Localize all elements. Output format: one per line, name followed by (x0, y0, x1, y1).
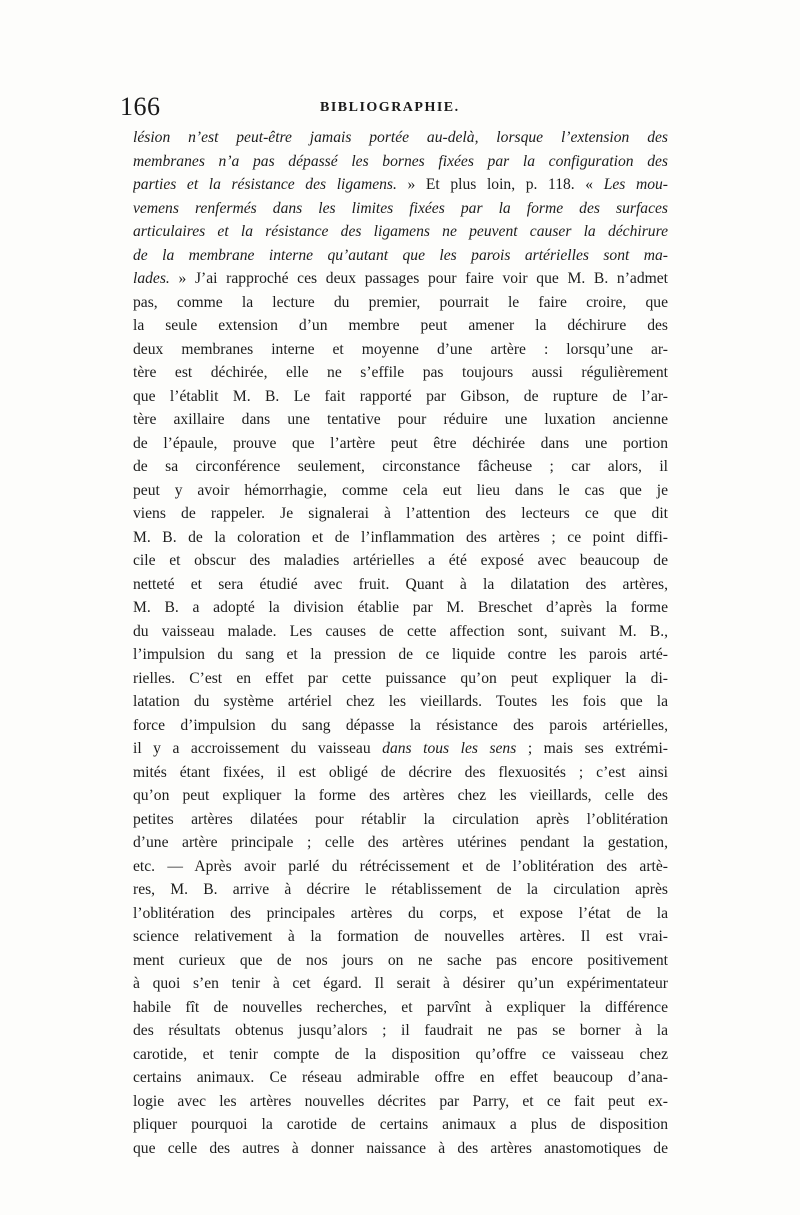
text-line (133, 573, 668, 597)
roman-run: qu’on peut expliquer la forme des artères chez les vieillards, celle des (133, 787, 668, 804)
roman-run: tère est déchirée, elle ne s’effile pas toujours aussi régulièrement (133, 364, 668, 381)
text-line (133, 361, 668, 385)
text-line (133, 761, 668, 785)
text-line (133, 808, 668, 832)
page-number: 166 (120, 92, 161, 121)
text-line (133, 479, 668, 503)
roman-run: M. B. a adopté la division établie par M. Breschet d’après la forme (133, 599, 668, 616)
running-head: BIBLIOGRAPHIE. (320, 100, 460, 115)
text-line (133, 502, 668, 526)
roman-run: M. B. de la coloration et de l’inflammation des artères ; ce point diffi- (133, 528, 668, 546)
roman-run: de sa circonférence seulement, circonstance fâcheuse ; car alors, il (133, 458, 668, 475)
text-line (133, 667, 668, 691)
roman-run: certains animaux. Ce réseau admirable offre en effet beaucoup d’ana- (133, 1069, 668, 1086)
roman-run: pliquer pourquoi la carotide de certains animaux a plus de disposition (133, 1116, 668, 1133)
text-line (133, 267, 668, 291)
page-header (120, 92, 680, 122)
text-line (133, 855, 668, 879)
roman-run: que l’établit M. B. Le fait rapporté par Gibson, de rupture de l’ar- (133, 387, 668, 405)
text-line (133, 996, 668, 1020)
italic-run: membranes n’a pas dépassé les bornes fixées par la configuration des (133, 152, 668, 170)
roman-run: » Et plus loin, p. 118. « (396, 176, 604, 193)
roman-run: rielles. C’est en effet par cette puissance qu’on peut expliquer la di- (133, 669, 668, 687)
text-line (133, 1019, 668, 1043)
text-line (133, 714, 668, 738)
roman-run: etc. — Après avoir parlé du rétrécissement et de l’oblitération des artè- (133, 857, 668, 875)
roman-run: cile et obscur des maladies artérielles a été exposé avec beaucoup de (133, 552, 668, 569)
text-line (133, 150, 668, 174)
text-line (133, 291, 668, 315)
roman-run: deux membranes interne et moyenne d’une artère : lorsqu’une ar- (133, 340, 668, 358)
text-line (133, 1113, 668, 1137)
text-line (133, 1090, 668, 1114)
text-line (133, 220, 668, 244)
roman-run: viens de rappeler. Je signalerai à l’attention des lecteurs ce que dit (133, 505, 668, 522)
text-line (133, 972, 668, 996)
roman-run: que celle des autres à donner naissance à des artères anastomotiques de (133, 1139, 668, 1157)
text-line (133, 643, 668, 667)
roman-run: ment curieux que de nos jours on ne sache pas encore positivement (133, 951, 668, 969)
text-line (133, 197, 668, 221)
roman-run: d’une artère principale ; celle des artères utérines pendant la gestation, (133, 834, 668, 851)
text-line (133, 831, 668, 855)
roman-run: latation du système artériel chez les vieillards. Toutes les fois que la (133, 693, 668, 710)
italic-run: lésion n’est peut-être jamais portée au-delà, lorsque l’extension des (133, 129, 668, 146)
text-line (133, 126, 668, 150)
text-line (133, 385, 668, 409)
text-line (133, 408, 668, 432)
roman-run: mités étant fixées, il est obligé de décrire des flexuosités ; c’est ainsi (133, 763, 668, 781)
text-line (133, 737, 668, 761)
italic-run: de la membrane interne qu’autant que les parois artérielles sont ma- (133, 246, 668, 264)
text-line (133, 1137, 668, 1161)
italic-run: Les mou- (603, 176, 668, 193)
roman-run: petites artères dilatées pour rétablir la circulation après l’oblitération (133, 810, 668, 828)
roman-run: il y a accroissement du vaisseau (133, 740, 383, 757)
text-line (133, 432, 668, 456)
text-line (133, 173, 668, 197)
roman-run: logie avec les artères nouvelles décrites par Parry, et ce fait peut ex- (133, 1092, 668, 1110)
text-line (133, 1043, 668, 1067)
text-line (133, 244, 668, 268)
text-line (133, 455, 668, 479)
text-line (133, 549, 668, 573)
roman-run: l’oblitération des principales artères du corps, et expose l’état de la (133, 904, 668, 922)
roman-run: à quoi s’en tenir à cet égard. Il serait à désirer qu’un expérimentateur (133, 975, 668, 992)
roman-run: de l’épaule, prouve que l’artère peut être déchirée dans une portion (133, 434, 668, 452)
italic-run: vemens renfermés dans les limites fixées par la forme des surfaces (133, 199, 668, 217)
text-line (133, 690, 668, 714)
roman-run: la seule extension d’un membre peut amener la déchirure des (133, 317, 668, 334)
roman-run: peut y avoir hémorrhagie, comme cela eut lieu dans le cas que je (133, 481, 668, 499)
text-line (133, 902, 668, 926)
text-line (133, 925, 668, 949)
text-line (133, 526, 668, 550)
text-line (133, 620, 668, 644)
roman-run: ; mais ses extrémi- (516, 740, 668, 757)
text-line (133, 338, 668, 362)
roman-run: tère axillaire dans une tentative pour réduire une luxation ancienne (133, 411, 668, 428)
italic-run: dans tous les sens (382, 740, 517, 757)
text-line (133, 784, 668, 808)
roman-run: du vaisseau malade. Les causes de cette affection sont, suivant M. B., (133, 622, 668, 640)
roman-run: » J’ai rapproché ces deux passages pour faire voir que M. B. n’admet (169, 270, 668, 287)
text-line (133, 314, 668, 338)
body-text (133, 126, 668, 1160)
roman-run: science relativement à la formation de nouvelles artères. Il est vrai- (133, 928, 668, 945)
text-line (133, 1066, 668, 1090)
roman-run: force d’impulsion du sang dépasse la résistance des parois artérielles, (133, 716, 668, 734)
text-line (133, 878, 668, 902)
roman-run: netteté et sera étudié avec fruit. Quant à la dilatation des artères, (133, 575, 668, 593)
italic-run: parties et la résistance des ligamens. (133, 176, 397, 193)
roman-run: pas, comme la lecture du premier, pourrait le faire croire, que (133, 293, 668, 311)
text-line (133, 949, 668, 973)
roman-run: habile fît de nouvelles recherches, et parvînt à expliquer la différence (133, 998, 668, 1016)
text-line (133, 596, 668, 620)
italic-run: articulaires et la résistance des ligamens ne peuvent causer la déchirure (133, 223, 668, 240)
roman-run: des résultats obtenus jusqu’alors ; il faudrait ne pas se borner à la (133, 1022, 668, 1039)
roman-run: carotide, et tenir compte de la disposition qu’offre ce vaisseau chez (133, 1045, 668, 1063)
italic-run: lades. (133, 270, 170, 287)
roman-run: res, M. B. arrive à décrire le rétablissement de la circulation après (133, 881, 668, 898)
roman-run: l’impulsion du sang et la pression de ce liquide contre les parois arté- (133, 646, 668, 663)
